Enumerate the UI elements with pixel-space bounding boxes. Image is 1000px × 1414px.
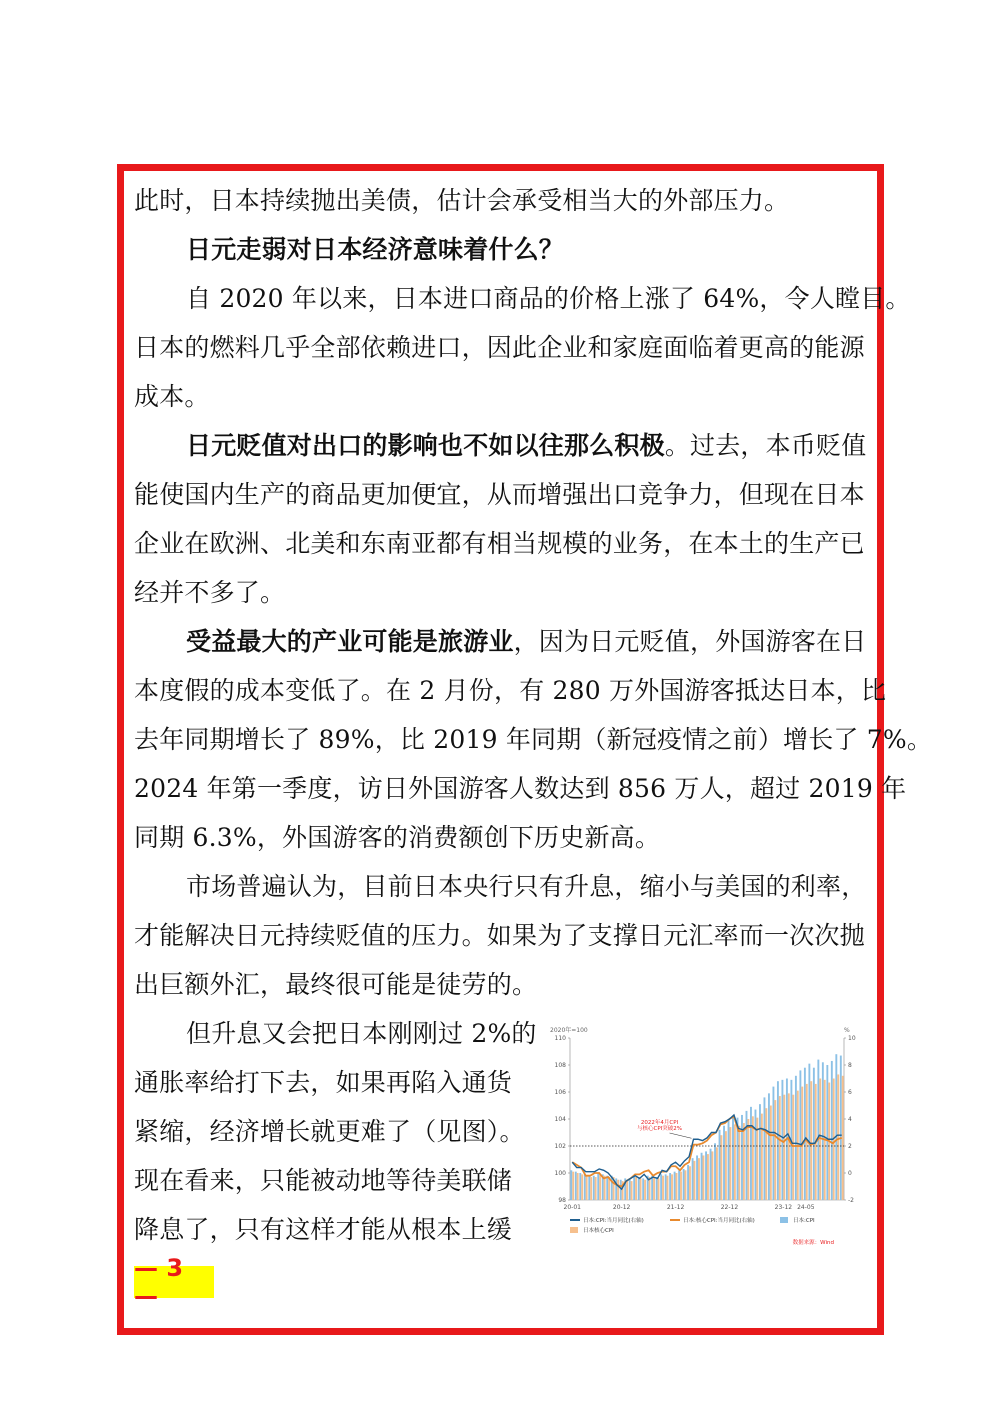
- cpi-bar: [593, 1176, 595, 1200]
- cpi-bar: [633, 1176, 635, 1200]
- core-cpi-bar: [689, 1166, 691, 1200]
- core-cpi-bar: [577, 1173, 579, 1200]
- core-cpi-bar: [720, 1135, 722, 1200]
- core-cpi-bar: [644, 1180, 646, 1200]
- cpi-bar: [732, 1116, 734, 1200]
- cpi-bar: [678, 1170, 680, 1200]
- cpi-bar: [579, 1173, 581, 1200]
- core-cpi-bar: [604, 1176, 606, 1200]
- core-cpi-bar: [581, 1174, 583, 1200]
- paragraph-line: 紧缩，经济增长就更难了（见图）。: [134, 1117, 525, 1146]
- core-cpi-bar: [711, 1151, 713, 1200]
- cpi-bar: [840, 1056, 842, 1200]
- cpi-bar: [808, 1064, 810, 1200]
- chart-source: 数据来源：Wind: [792, 1240, 834, 1246]
- core-cpi-bar: [649, 1177, 651, 1200]
- cpi-bar: [768, 1093, 770, 1200]
- cpi-bar: [826, 1065, 828, 1200]
- core-cpi-bar: [680, 1172, 682, 1200]
- cpi-bar: [831, 1061, 833, 1200]
- paragraph-line: 出巨额外汇，最终很可能是徒劳的。: [134, 970, 538, 999]
- core-cpi-bar: [590, 1177, 592, 1200]
- core-cpi-bar: [599, 1174, 601, 1200]
- right-tick-label: -2: [848, 1197, 854, 1204]
- cpi-bar: [651, 1176, 653, 1200]
- legend-swatch: [570, 1227, 578, 1233]
- core-cpi-bar: [734, 1124, 736, 1200]
- left-tick-label: 100: [554, 1170, 566, 1177]
- core-cpi-bar: [676, 1173, 678, 1200]
- cpi-bar: [719, 1130, 721, 1200]
- left-tick-label: 108: [554, 1062, 566, 1069]
- core-cpi-bar: [635, 1177, 637, 1200]
- core-cpi-bar: [658, 1178, 660, 1200]
- cpi-bar: [687, 1165, 689, 1200]
- core-cpi-bar: [743, 1123, 745, 1200]
- right-tick-label: 10: [848, 1035, 856, 1042]
- cpi-bar: [638, 1177, 640, 1200]
- cpi-bar: [575, 1172, 577, 1200]
- paragraph-text: ，因为日元贬值，外国游客在日: [513, 627, 867, 656]
- core-cpi-bar: [837, 1074, 839, 1200]
- core-cpi-bar: [685, 1170, 687, 1200]
- paragraph-line-with-emphasis: [134, 421, 868, 470]
- emphasis-text: 日元贬值对出口的影响也不如以往那么积极: [186, 431, 665, 460]
- core-cpi-bar: [667, 1176, 669, 1200]
- x-tick-label: 24-05: [797, 1204, 815, 1211]
- cpi-bar: [723, 1126, 725, 1200]
- cpi-bar: [606, 1176, 608, 1200]
- left-tick-label: 104: [554, 1116, 566, 1123]
- core-cpi-bar: [716, 1147, 718, 1200]
- core-cpi-bar: [626, 1180, 628, 1200]
- right-tick-label: 0: [848, 1170, 852, 1177]
- core-cpi-bar: [792, 1095, 794, 1200]
- cpi-bar: [772, 1087, 774, 1200]
- x-tick-label: 21-12: [666, 1204, 685, 1211]
- page-number: — 3 —: [134, 1266, 214, 1298]
- core-cpi-bar: [738, 1126, 740, 1200]
- legend-label: 日本核心CPI: [583, 1228, 614, 1234]
- core-cpi-bar: [788, 1093, 790, 1200]
- core-cpi-bar: [572, 1172, 574, 1200]
- core-cpi-bar: [774, 1100, 776, 1200]
- cpi-bar: [584, 1174, 586, 1200]
- x-tick-label: 20-12: [612, 1204, 631, 1211]
- core-cpi-bar: [779, 1096, 781, 1200]
- section-heading: 日元走弱对日本经济意味着什么？: [186, 235, 565, 264]
- core-cpi-bar: [842, 1076, 844, 1200]
- core-cpi-bar: [765, 1108, 767, 1200]
- legend-label: 日本:CPI:当月同比(右轴): [583, 1218, 644, 1224]
- right-tick-label: 8: [848, 1062, 852, 1069]
- cpi-bar: [714, 1143, 716, 1200]
- core-cpi-bar: [761, 1114, 763, 1200]
- right-tick-label: 4: [848, 1116, 852, 1123]
- left-tick-label: 98: [558, 1197, 566, 1204]
- paragraph-line: 市场普遍认为，目前日本央行只有升息，缩小与美国的利率，: [186, 872, 867, 901]
- core-cpi-bar: [810, 1081, 812, 1200]
- cpi-bar: [696, 1155, 698, 1200]
- paragraph-line: 自 2020 年以来，日本进口商品的价格上涨了 64%，令人瞠目。: [186, 284, 911, 313]
- paragraph-line: 经并不多了。: [134, 578, 286, 607]
- paragraph-line: 2024 年第一季度，访日外国游客人数达到 856 万人，超过 2019 年: [134, 774, 907, 803]
- cpi-bar: [799, 1070, 801, 1200]
- legend-swatch: [780, 1217, 788, 1223]
- right-tick-label: 6: [848, 1089, 852, 1096]
- x-tick-label: 20-01: [563, 1204, 581, 1211]
- paragraph-line: 能使国内生产的商品更加便宜，从而增强出口竞争力，但现在日本: [134, 480, 865, 509]
- paragraph-line-with-emphasis: [134, 617, 868, 666]
- paragraph-line: 降息了，只有这样才能从根本上缓: [134, 1215, 513, 1244]
- x-tick-label: 23-12: [774, 1204, 793, 1211]
- core-cpi-bar: [729, 1127, 731, 1200]
- core-cpi-bar: [617, 1180, 619, 1200]
- core-cpi-bar: [703, 1155, 705, 1200]
- cpi-bar: [656, 1177, 658, 1200]
- cpi-bar: [781, 1080, 783, 1200]
- paragraph-line: 去年同期增长了 89%，比 2019 年同期（新冠疫情之前）增长了 7%。: [134, 725, 933, 754]
- left-tick-label: 110: [554, 1035, 566, 1042]
- cpi-bar: [570, 1170, 572, 1200]
- cpi-bar: [764, 1097, 766, 1200]
- right-axis-unit: %: [844, 1027, 850, 1034]
- cpi-bar: [804, 1068, 806, 1200]
- cpi-bar: [759, 1104, 761, 1200]
- annotation-arrow: [670, 1133, 692, 1138]
- core-cpi-bar: [640, 1178, 642, 1200]
- core-cpi-bar: [595, 1177, 597, 1200]
- core-cpi-bar: [707, 1154, 709, 1200]
- core-cpi-bar: [608, 1177, 610, 1200]
- legend-label: 日本:核心CPI:当月同比(右轴): [683, 1218, 755, 1224]
- cpi-bar: [588, 1176, 590, 1200]
- core-cpi-bar: [725, 1131, 727, 1200]
- annotation-label-line2: 与核心CPI突破2%: [637, 1126, 683, 1132]
- core-cpi-bar: [662, 1176, 664, 1200]
- paragraph-line: 日本的燃料几乎全部依赖进口，因此企业和家庭面临着更高的能源: [134, 333, 865, 362]
- paragraph-text: 。过去，本币贬值: [664, 431, 867, 460]
- cpi-bar: [692, 1158, 694, 1200]
- cpi-bar: [728, 1120, 730, 1200]
- cpi-bar: [746, 1111, 748, 1200]
- cpi-chart: [548, 1024, 868, 1254]
- cpi-bar: [777, 1081, 779, 1200]
- cpi-bar: [795, 1076, 797, 1200]
- paragraph-line: 成本。: [134, 382, 210, 411]
- cpi-bar: [642, 1178, 644, 1200]
- paragraph-line: 通胀率给打下去，如果再陷入通货: [134, 1068, 513, 1097]
- legend-label: 日本:CPI: [793, 1218, 815, 1224]
- left-tick-label: 102: [554, 1143, 566, 1150]
- cpi-bar: [701, 1153, 703, 1200]
- paragraph-line: 此时，日本持续抛出美债，估计会承受相当大的外部压力。: [134, 186, 790, 215]
- x-tick-label: 22-12: [720, 1204, 739, 1211]
- core-cpi-bar: [783, 1095, 785, 1200]
- cpi-bar: [750, 1107, 752, 1200]
- cpi-bar: [660, 1174, 662, 1200]
- cpi-bar: [835, 1054, 837, 1200]
- paragraph-line: 同期 6.3%，外国游客的消费额创下历史新高。: [134, 823, 661, 852]
- core-cpi-bar: [747, 1119, 749, 1200]
- left-axis-unit: 2020年=100: [550, 1027, 588, 1034]
- right-tick-label: 2: [848, 1143, 852, 1150]
- cpi-bar: [674, 1172, 676, 1200]
- cpi-bar: [665, 1174, 667, 1200]
- core-cpi-bar: [586, 1176, 588, 1200]
- cpi-chart-svg: [548, 1024, 868, 1254]
- core-cpi-bar: [671, 1174, 673, 1200]
- cpi-bar: [822, 1062, 824, 1200]
- paragraph-line: 企业在欧洲、北美和东南亚都有相当规模的业务，在本土的生产已: [134, 529, 865, 558]
- cpi-bar: [817, 1060, 819, 1200]
- core-cpi-bar: [770, 1106, 772, 1201]
- core-cpi-bar: [653, 1177, 655, 1200]
- core-cpi-bar: [631, 1181, 633, 1200]
- left-tick-label: 106: [554, 1089, 566, 1096]
- paragraph-line: 本度假的成本变低了。在 2 月份，有 280 万外国游客抵达日本，比: [134, 676, 887, 705]
- cpi-bar: [710, 1149, 712, 1200]
- paragraph-line: 但升息又会把日本刚刚过 2%的: [186, 1019, 537, 1048]
- core-cpi-bar: [694, 1161, 696, 1200]
- cpi-bar: [597, 1173, 599, 1200]
- annotation-label-line1: 2022年4月CPI: [640, 1120, 679, 1126]
- cpi-bar: [629, 1180, 631, 1200]
- cpi-bar: [683, 1169, 685, 1200]
- cpi-bar: [813, 1068, 815, 1200]
- emphasis-text: 受益最大的产业可能是旅游业: [186, 627, 514, 656]
- cpi-bar: [755, 1110, 757, 1200]
- cpi-bar: [705, 1151, 707, 1200]
- cpi-bar: [741, 1115, 743, 1200]
- paragraph-line: 现在看来，只能被动地等待美联储: [134, 1166, 513, 1195]
- paragraph-line: 才能解决日元持续贬值的压力。如果为了支撑日元汇率而一次次抛: [134, 921, 865, 950]
- core-cpi-bar: [698, 1158, 700, 1200]
- cpi-bar: [669, 1173, 671, 1200]
